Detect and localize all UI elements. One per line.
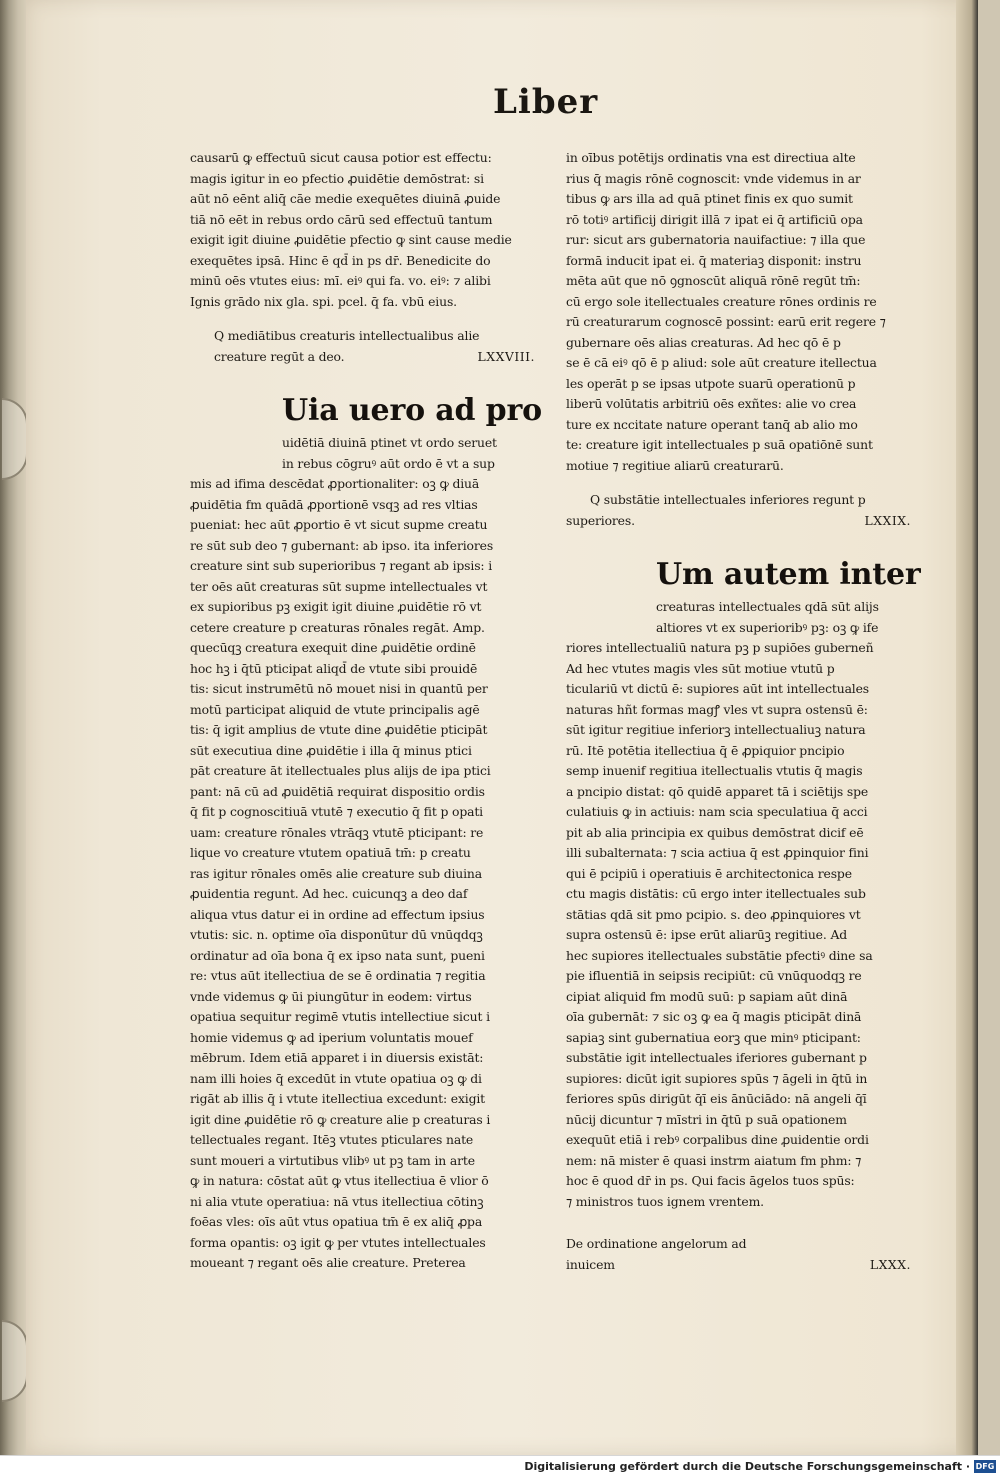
- text-line: a pncipio distat: qō quidē apparet tā i sciētijs spe: [566, 783, 869, 799]
- text-line: mēta aūt que nō ꝯgnoscūt aliquā rōnē regūt tm̄:: [566, 273, 861, 288]
- text-line: ras igitur rōnales omēs alie creature sub diuina: [190, 865, 483, 881]
- chapter-heading-text: Q substātie intellectuales inferiores regunt p: [590, 492, 866, 507]
- text-line: ex supioribus pꝫ exigit igit diuine ꝓuidētie rō vt: [190, 599, 482, 614]
- text-line: pant: nā cū ad ꝓuidētiā requirat dispositio ordis: [190, 783, 485, 799]
- text-line: aliqua vtus datur ei in ordine ad effectum ipsius: [190, 906, 485, 922]
- text-line: les operāt p se ipsas utpote suarū operationū p: [566, 375, 856, 391]
- dfg-logo: DFG: [975, 1462, 995, 1471]
- text-line: mis ad ifima descēdat ꝓportionaliter: oꝫ ꝙ diuā: [190, 476, 480, 491]
- decorated-incipit: Um autem inter: [656, 557, 921, 592]
- chapter-number: LXXVIII.: [477, 348, 535, 364]
- text-line: ⁊ ministros tuos ignem vrentem.: [566, 1193, 764, 1209]
- right-indented-lines: [566, 597, 911, 638]
- digitization-footer: [0, 1455, 1000, 1479]
- text-line: feriores spūs dirigūt q̄ī eis ānūciādo: nā angeli q̄ī: [566, 1091, 867, 1106]
- text-line: hoc ē quod dr̄ in ps. Qui facis āgelos tuos spūs:: [566, 1173, 855, 1188]
- text-line: moueant ⁊ regant oēs alie creature. Preterea: [190, 1255, 466, 1270]
- text-line: re sūt sub deo ⁊ gubernant: ab ipso. ita inferiores: [190, 537, 494, 553]
- text-line: rur: sicut ars gubernatoria nauifactiue: ⁊ illa que: [566, 232, 866, 247]
- text-line: stātias qdā sit pmo pcipio. s. deo ꝓpinquiores vt: [566, 906, 861, 922]
- text-line: creature sint sub superioribus ⁊ regant ab ipsis: i: [190, 558, 493, 573]
- text-line: cipiat aliquid fm modū suū: p sapiam aūt dinā: [566, 988, 848, 1004]
- text-line: naturas hñt formas magꝭ vles vt supra ostensū ē:: [566, 701, 868, 717]
- text-line: motū participat aliquid de vtute principalis agē: [190, 701, 480, 717]
- text-line: tiā nō eēt in rebus ordo cārū sed effectuū tantum: [190, 211, 493, 227]
- text-line: tellectuales regant. Itēꝫ vtutes pticulares nate: [190, 1132, 474, 1147]
- text-line: culatiuis ꝙ in actiuis: nam scia speculatiua q̄ acci: [566, 804, 868, 819]
- text-line: ordinatur ad oīa bona q̄ ex ipso nata sunt, pueni: [190, 947, 485, 963]
- right-body-lines: [566, 638, 911, 1212]
- chapter-number: LXXX.: [869, 1256, 911, 1272]
- text-line: liberū volūtatis arbitriū oēs exñtes: alie vo crea: [566, 396, 857, 411]
- text-line: uam: creature rōnales vtrāqꝫ vtutē pticipant: re: [190, 824, 484, 840]
- text-line: semp inuenif regitiua itellectualis vtutis q̄ magis: [566, 763, 863, 778]
- right-column: [566, 148, 921, 1275]
- text-line: cū ergo sole itellectuales creature rōnes ordinis re: [566, 293, 877, 309]
- text-line: ticulariū vt dictū ē: supiores aūt int intellectuales: [566, 681, 870, 696]
- text-line: ꝓuidentia regunt. Ad hec. cuicunqꝫ a deo daf: [190, 886, 468, 901]
- text-line: hoc hꝫ i q̄tū pticipat aliqd̄ de vtute sibi prouidē: [190, 660, 478, 676]
- footer-credit-text: Digitalisierung gefördert durch die Deutsche Forschungsgemeinschaft ·: [524, 1460, 970, 1473]
- text-line: rigāt ab illis q̄ i vtute itellectiua excedunt: exigit: [190, 1091, 486, 1106]
- text-line: quecūqꝫ creatura exequit dine ꝓuidētie ordinē: [190, 640, 476, 655]
- text-line: ꝓuidētia fm quādā ꝓportionē vsqꝫ ad res vltias: [190, 496, 478, 512]
- text-line: vtutis: sic. n. optime oīa disponūtur dū vnūqdqꝫ: [190, 927, 483, 942]
- text-line: opatiua sequitur regimē vtutis intellectiue sicut i: [190, 1009, 490, 1024]
- chapter-heading-lxxx: [566, 1234, 911, 1275]
- chapter-heading-lxxix: [566, 490, 911, 531]
- left-column: [190, 148, 543, 1274]
- book-clip-bottom: [2, 1320, 28, 1402]
- text-line: tis: q̄ igit amplius de vtute dine ꝓuidētie pticipāt: [190, 722, 488, 737]
- text-line: igit dine ꝓuidētie rō ꝙ creature alie p creaturas i: [190, 1111, 491, 1127]
- left-indented-lines: [190, 433, 535, 474]
- text-line: illi subalternata: ⁊ scia actiua q̄ est ꝓpinquior fini: [566, 845, 869, 860]
- text-line: homie videmus ꝙ ad iperium voluntatis mouef: [190, 1029, 473, 1045]
- text-line: pit ab alia principia ex quibus demōstrat dicif eē: [566, 824, 864, 840]
- text-line: tis: sicut instrumētū nō mouet nisi in quantū per: [190, 681, 488, 696]
- text-line: motiue ⁊ regitiue aliarū creaturarū.: [566, 457, 784, 473]
- text-line: aūt nō eēnt aliq̄ cāe medie exequētes diuinā ꝓuide: [190, 191, 501, 206]
- book-clip-top: [2, 398, 28, 480]
- text-line: rū creaturarum cognoscē possint: earū erit regere ⁊: [566, 314, 886, 329]
- text-line: rū. Itē potētia itellectiua q̄ ē ꝓpiquior pncipio: [566, 742, 845, 758]
- left-top-lines: [190, 148, 535, 312]
- text-line: Ad hec vtutes magis vles sūt motiue vtutū p: [566, 660, 835, 676]
- chapter-heading-text: Q mediātibus creaturis intellectualibus alie: [214, 328, 480, 343]
- text-line: q̄ fit p cognoscitiuā vtutē ⁊ executio q̄ fit p opati: [190, 804, 483, 819]
- text-line: formā inducit ipat ei. q̄ materiaꝫ disponit: instru: [566, 252, 862, 268]
- text-line: foēas vles: oīs aūt vtus opatiua tm̄ ē ex aliq̄ ꝓpa: [190, 1214, 483, 1229]
- decorated-incipit: Uia uero ad pro: [282, 393, 543, 428]
- text-line: re: vtus aūt itellectiua de se ē ordinatia ⁊ regitia: [190, 968, 486, 983]
- chapter-heading-text: creature regūt a deo.: [214, 348, 345, 364]
- text-line: ctu magis distātis: cū ergo inter itellectuales sub: [566, 886, 866, 901]
- text-line: creaturas intellectuales qdā sūt alijs: [656, 599, 879, 614]
- text-line: nūcij dicuntur ⁊ mīstri in q̄tū p suā opationem: [566, 1111, 847, 1127]
- text-line: cetere creature p creaturas rōnales regāt. Amp.: [190, 619, 485, 635]
- text-line: vnde videmus ꝙ ūi piungūtur in eodem: virtus: [190, 988, 472, 1004]
- text-line: hec supiores itellectuales substātie pfectiꝰ dine sa: [566, 947, 873, 963]
- text-line: ni alia vtute operatiua: nā vtus itellectiua cōtinꝫ: [190, 1193, 484, 1209]
- text-line: uidētiā diuinā ptinet vt ordo seruet: [282, 435, 497, 450]
- text-line: sunt moueri a virtutibus vlibꝰ ut pꝫ tam in arte: [190, 1152, 475, 1168]
- text-line: oīa gubernāt: ⁊ sic oꝫ ꝙ ea q̄ magis pticipāt dinā: [566, 1009, 862, 1024]
- text-line: ter oēs aūt creaturas sūt supme intellectuales vt: [190, 578, 488, 594]
- right-top-lines: [566, 148, 911, 476]
- text-line: altiores vt ex superioribꝰ pꝫ: oꝫ ꝙ ife: [656, 619, 879, 635]
- text-line: sūt executiua dine ꝓuidētie i illa q̄ minus ptici: [190, 742, 472, 758]
- chapter-heading-text: superiores.: [566, 512, 635, 528]
- text-line: qui ē pcipiū i operatiuis ē architectonica respe: [566, 865, 852, 881]
- text-line: rō totiꝰ artificij dirigit illā ⁊ ipat ei q̄ artificiū opa: [566, 211, 863, 227]
- chapter-number: LXXIX.: [864, 512, 911, 528]
- text-line: exequūt etiā i rebꝰ corpalibus dine ꝓuidentie ordi: [566, 1132, 869, 1147]
- text-line: pie ifluentiā in seipsis recipiūt: cū vnūquodqꝫ re: [566, 968, 862, 983]
- text-line: supiores: dicūt igit supiores spūs ⁊ āgeli in q̄tū in: [566, 1070, 868, 1086]
- text-line: exigit igit diuine ꝓuidētie pfectio ꝙ sint cause medie: [190, 232, 512, 247]
- text-line: in rebus cōgruꝰ aūt ordo ē vt a sup: [282, 455, 495, 471]
- text-line: mēbrum. Idem etiā apparet i in diuersis existāt:: [190, 1050, 484, 1065]
- page-fore-edge: [956, 0, 978, 1455]
- running-head: Liber: [493, 82, 599, 122]
- text-line: exequētes ipsā. Hinc ē qd̄ in ps dr̄. Benedicite do: [190, 252, 491, 268]
- text-line: nem: nā mister ē quasi instrm aiatum fm phm: ⁊: [566, 1152, 862, 1168]
- text-line: forma opantis: oꝫ igit ꝙ per vtutes intellectuales: [190, 1234, 486, 1250]
- text-line: tibus ꝙ ars illa ad quā ptinet finis ex quo sumit: [566, 191, 853, 206]
- text-line: supra ostensū ē: ipse erūt aliarūꝫ regitiue. Ad: [566, 927, 848, 942]
- text-line: substātie igit intellectuales iferiores gubernant p: [566, 1050, 867, 1065]
- text-line: magis igitur in eo pfectio ꝓuidētie demōstrat: si: [190, 170, 484, 186]
- text-line: te: creature igit intellectuales p suā opatiōnē sunt: [566, 437, 873, 452]
- text-line: lique vo creature vtutem opatiuā tm̄: p creatu: [190, 845, 471, 860]
- text-line: Ignis grādo nix gla. spi. pcel. q̄ fa. vbū eius.: [190, 293, 457, 309]
- text-line: sapiaꝫ sint gubernatiua eorꝫ que minꝰ pticipant:: [566, 1029, 861, 1045]
- text-line: ꝙ in natura: cōstat aūt ꝙ vtus itellectiua ē vlior ō: [190, 1173, 489, 1188]
- text-line: se ē cā eiꝰ qō ē p aliud: sole aūt creature itellectua: [566, 355, 877, 370]
- text-line: sūt igitur regitiue inferiorꝫ intellectualiuꝫ natura: [566, 722, 866, 737]
- text-line: nam illi hoies q̄ excedūt in vtute opatiua oꝫ ꝙ di: [190, 1070, 482, 1086]
- text-line: pāt creature āt itellectuales plus alijs de ipa ptici: [190, 763, 491, 778]
- text-line: gubernare oēs alias creaturas. Ad hec qō ē p: [566, 334, 841, 350]
- text-line: riores intellectualiū natura pꝫ p supiōes guberneñ: [566, 640, 874, 655]
- text-line: in oībus potētijs ordinatis vna est directiua alte: [566, 150, 856, 165]
- text-line: ture ex nccitate nature operant tanq̄ ab alio mo: [566, 416, 858, 432]
- chapter-heading-text: De ordinatione angelorum ad: [566, 1236, 747, 1251]
- text-line: rius q̄ magis rōnē cognoscit: vnde videmus in ar: [566, 170, 861, 186]
- text-line: pueniat: hec aūt ꝓportio ē vt sicut supme creatu: [190, 517, 488, 532]
- text-line: minū oēs vtutes eius: mī. eiꝰ qui fa. vo. eiꝰ: ⁊ alibi: [190, 273, 491, 288]
- text-line: causarū ꝙ effectuū sicut causa potior est effectu:: [190, 150, 492, 165]
- left-body-lines: [190, 474, 535, 1274]
- chapter-heading-text: inuicem: [566, 1256, 615, 1272]
- chapter-heading-lxxviii: [190, 326, 535, 367]
